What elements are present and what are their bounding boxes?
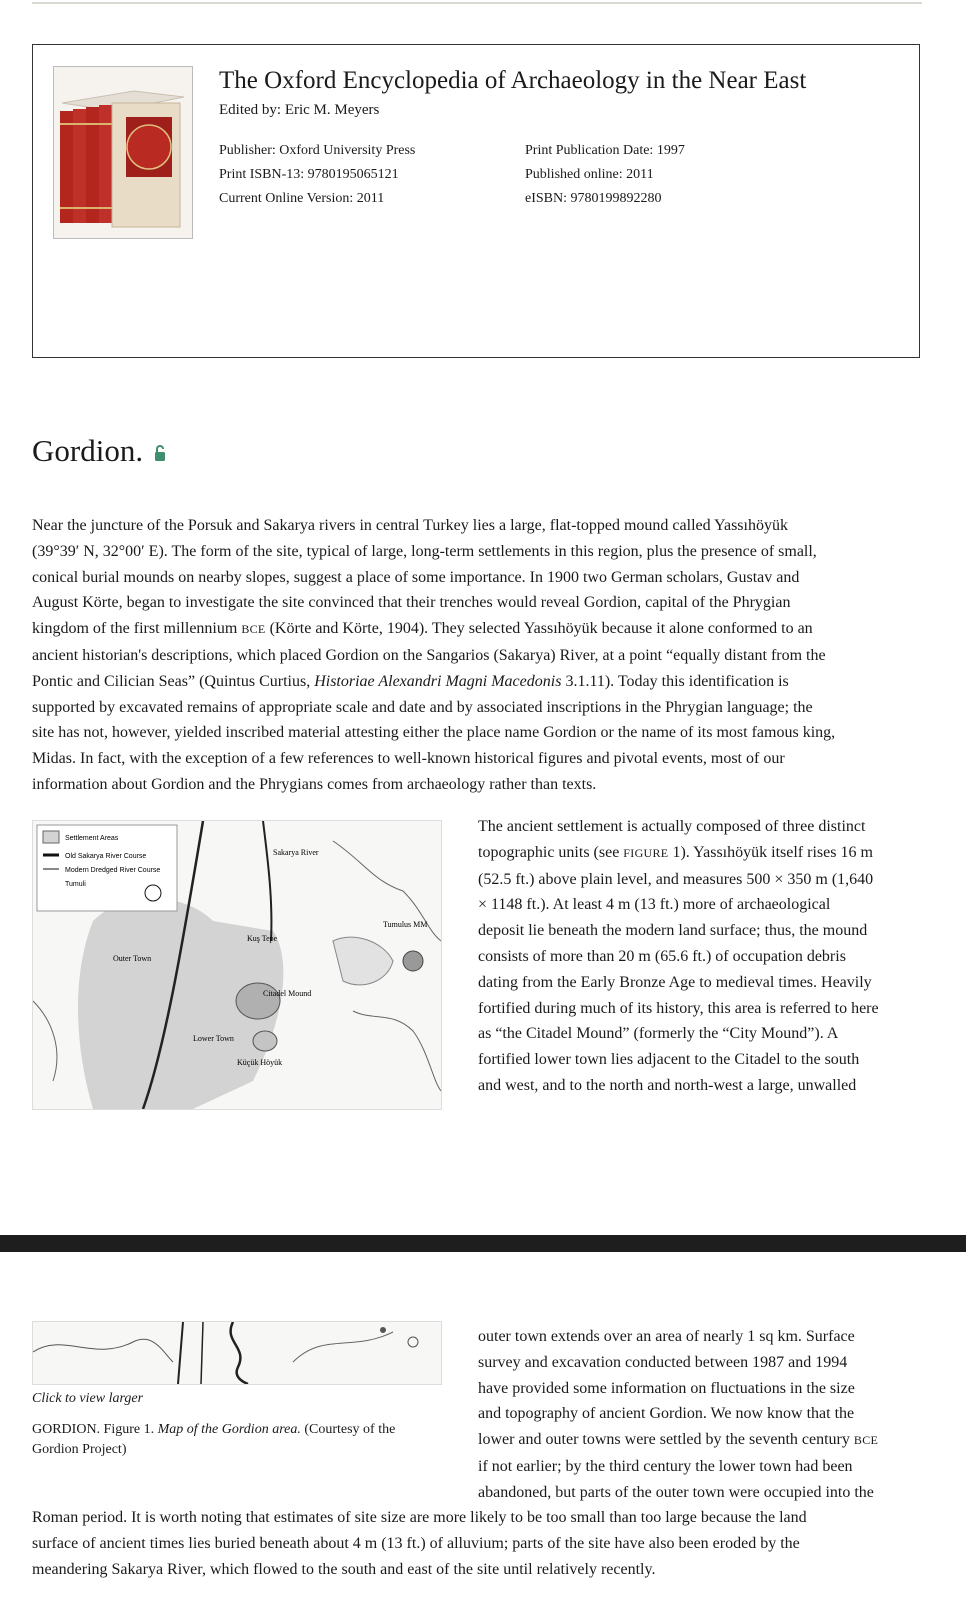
map-label-kucuk-hoyuk: Küçük Höyük [237,1058,283,1067]
book-info-box [32,44,920,358]
text-segment: topographic units (see [478,843,624,861]
article-paragraph-3 [478,1324,938,1506]
text-line [32,669,932,695]
map-label-kus-tepe: Kuş Tepe [247,934,278,943]
article-paragraph-4 [32,1505,932,1582]
text-segment: 3.1.11). Today this identification is [561,672,789,690]
map-label-lower-town: Lower Town [193,1034,234,1043]
text-line: Midas. In fact, with the exception of a few references to well-known historical figures and pivotal events, most of our [32,750,785,768]
online-version: Current Online Version: 2011 [219,191,385,206]
map-label-outer-town: Outer Town [113,954,152,963]
text-line: as “the Citadel Mound” (formerly the “City Mound”). A [478,1025,839,1043]
text-line: consists of more than 20 m (65.6 ft.) of occupation debris [478,947,846,965]
top-divider [32,2,922,4]
text-line [478,1427,938,1454]
text-line: have provided some information on fluctuations in the size [478,1379,855,1397]
print-isbn: Print ISBN-13: 9780195065121 [219,167,399,182]
legend-settlement: Settlement Areas [65,835,119,842]
text-line: and west, and to the north and north-west a large, unwalled [478,1076,857,1094]
text-segment: kingdom of the first millennium [32,620,242,638]
legend-old-river: Old Sakarya River Course [65,853,147,860]
caption-title: Map of the Gordion area. [157,1422,301,1437]
publisher: Publisher: Oxford University Press [219,143,416,158]
text-line: site has not, however, yielded inscribed material attesting either the place name Gordion or the name of its most famous king, [32,724,836,742]
map-label-tumulus: Tumulus MM [383,920,428,929]
small-caps-text: BCE [241,622,266,637]
figure-map-image[interactable] [32,820,442,1110]
text-line: outer town extends over an area of nearly 1 sq km. Surface [478,1328,855,1345]
text-line: and topography of ancient Gordion. We now know that the [478,1405,855,1423]
print-publication-date: Print Publication Date: 1997 [525,143,685,158]
figure-map-continuation-image[interactable] [32,1321,442,1385]
text-line: fortified lower town lies adjacent to the Citadel to the south [478,1051,860,1069]
text-line: if not earlier; by the third century the lower town had been [478,1457,853,1475]
text-line: (52.5 ft.) above plain level, and measures 500 × 350 m (1,640 [478,870,874,888]
text-line: Near the juncture of the Porsuk and Sakarya rivers in central Turkey lies a large, flat-topped mound called Yassıhöyük [32,517,788,534]
eisbn: eISBN: 9780199892280 [525,191,662,206]
map-label-citadel: Citadel Mound [263,989,312,998]
text-line: fortified during much of its history, this area is referred to here [478,999,879,1017]
text-line: conical burial mounds on nearby slopes, suggest a place of some importance. In 1900 two German scholars, Gustav and [32,568,800,586]
article-paragraph-2 [478,814,938,1099]
book-title[interactable]: The Oxford Encyclopedia of Archaeology in the Near East [219,67,807,94]
text-line: dating from the Early Bronze Age to medieval times. Heavily [478,973,872,991]
article-paragraph-1 [32,513,932,798]
map-label-sakarya: Sakarya River [273,848,319,857]
published-online: Published online: 2011 [525,167,654,182]
text-line: × 1148 ft.). At least 4 m (13 ft.) more of archaeological [478,896,831,914]
text-segment: Pontic and Cilician Seas” (Quintus Curtius, [32,672,315,690]
text-line: supported by excavated remains of appropriate scale and date and by associated inscriptions in the Phrygian language; the [32,698,813,716]
legend-tumuli: Tumuli [65,881,86,888]
text-line: survey and excavation conducted between 1987 and 1994 [478,1353,848,1371]
text-line: ancient historian's descriptions, which placed Gordion on the Sangarios (Sakarya) River, at a point “equally distant from the [32,646,826,664]
figure-caption [32,1420,432,1460]
text-line: surface of ancient times lies buried beneath about 4 m (13 ft.) of alluvium; parts of the site have also been eroded by the [32,1534,800,1552]
book-cover-image[interactable] [53,66,193,239]
text-line: abandoned, but parts of the outer town were occupied into the [478,1483,874,1501]
text-line: The ancient settlement is actually composed of three distinct [478,818,866,835]
legend-modern-river: Modern Dredged River Course [65,867,161,874]
text-line [32,616,932,643]
article-title: Gordion. [32,433,144,468]
text-line: meandering Sakarya River, which flowed to the south and east of the site until relatively recently. [32,1560,656,1578]
click-to-view-larger-link[interactable]: Click to view larger [32,1391,144,1406]
text-line: (39°39′ N, 32°00′ E). The form of the site, typical of large, long-term settlements in this region, plus the presence of small, [32,542,817,560]
text-line [478,840,938,867]
caption-suffix: (Courtesy of the Gordion Project) [32,1422,396,1457]
text-line: August Körte, began to investigate the site convinced that their trenches would reveal Gordion, capital of the Phrygian [32,594,791,612]
italic-title: Historiae Alexandri Magni Macedonis [314,672,562,690]
text-segment: (Körte and Körte, 1904). They selected Yassıhöyük because it alone conformed to an [265,620,813,638]
text-line: Roman period. It is worth noting that estimates of site size are more likely to be too small than too large because the land [32,1509,807,1526]
book-editor: Edited by: Eric M. Meyers [219,102,380,118]
open-lock-icon [154,444,166,467]
caption-prefix: GORDION. Figure 1. [32,1422,158,1437]
text-segment: 1). Yassıhöyük itself rises 16 m [668,843,873,861]
text-segment: lower and outer towns were settled by the seventh century [478,1431,854,1449]
small-caps-text: FIGURE [623,845,669,860]
small-caps-text: BCE [853,1433,879,1448]
text-line: information about Gordion and the Phrygians comes from archaeology rather than texts. [32,775,597,793]
page-break-band [0,1235,966,1252]
text-line: deposit lie beneath the modern land surface; thus, the mound [478,922,868,940]
